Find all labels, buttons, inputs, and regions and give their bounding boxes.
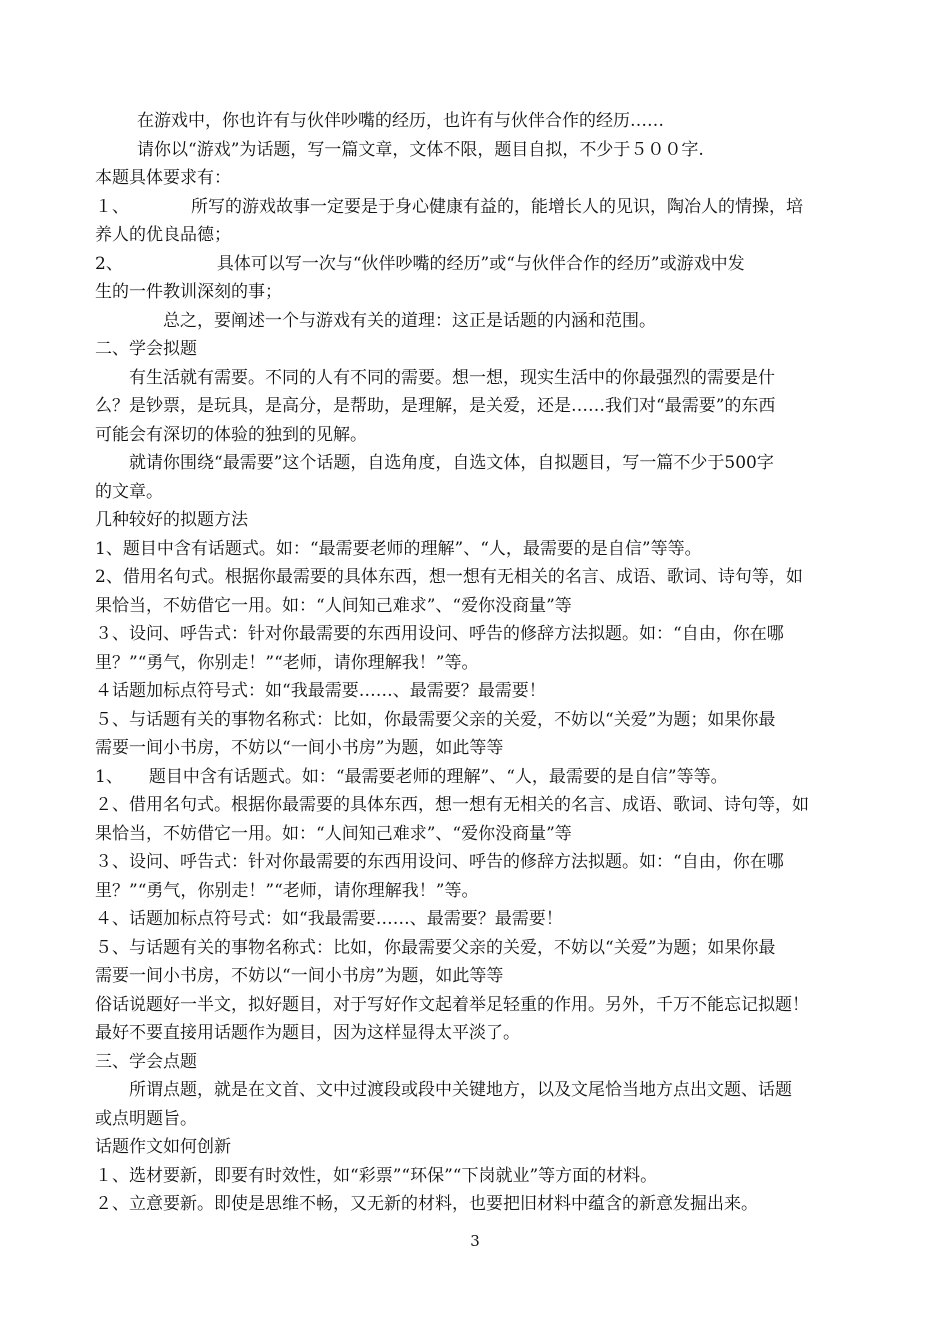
list-item: ５、与话题有关的事物名称式：比如，你最需要父亲的关爱，不妨以“关爱”为题；如果你最 — [95, 709, 776, 730]
list-item: ３、设问、呼告式：针对你最需要的东西用设问、呼告的修辞方法拟题。如：“自由，你在哪 — [95, 852, 784, 872]
paragraph-line: 果恰当，不妨借它一用。如：“人间知己难求”、“爱你没商量”等 — [95, 823, 572, 844]
paragraph-line: 本题具体要求有： — [95, 168, 231, 188]
paragraph-line: 里？”“勇气，你别走！”“老师，请你理解我！”等。 — [95, 652, 479, 673]
list-number: 1、 — [95, 766, 123, 787]
list-item — [95, 763, 865, 792]
list-item: 1、题目中含有话题式。如：“最需要老师的理解”、“人，最需要的是自信”等等。 — [95, 538, 702, 559]
paragraph-line: 可能会有深切的体验的独到的见解。 — [95, 424, 367, 445]
list-item: ３、设问、呼告式：针对你最需要的东西用设问、呼告的修辞方法拟题。如：“自由，你在哪 — [95, 624, 784, 644]
paragraph-line: 在游戏中，你也许有与伙伴吵嘴的经历，也许有与伙伴合作的经历…… — [137, 111, 664, 131]
section-heading: 二、学会拟题 — [95, 339, 197, 359]
paragraph-line: 需要一间小书房，不妨以“一间小书房”为题，如此等等 — [95, 966, 504, 986]
paragraph-line: 的文章。 — [95, 481, 163, 502]
paragraph-line: 请你以“游戏”为话题，写一篇文章，文体不限，题目自拟，不少于５００字. — [137, 139, 704, 160]
list-text: 所写的游戏故事一定要是于身心健康有益的，能增长人的见识，陶冶人的情操，培 — [191, 196, 803, 217]
paragraph-line: 就请你围绕“最需要”这个话题，自选角度，自选文体，自拟题目，写一篇不少于500字 — [129, 453, 774, 473]
paragraph-line: 俗话说题好一半文，拟好题目，对于写好作文起着举足轻重的作用。另外，千万不能忘记拟题！ — [95, 994, 809, 1015]
list-number: 2、 — [95, 253, 123, 274]
subsection-heading: 几种较好的拟题方法 — [95, 510, 248, 530]
section-heading: 三、学会点题 — [95, 1051, 197, 1072]
list-item: 2、借用名句式。根据你最需要的具体东西，想一想有无相关的名言、成语、歌词、诗句等，如 — [95, 567, 803, 587]
paragraph-line: 里？”“勇气，你别走！”“老师，请你理解我！”等。 — [95, 880, 479, 901]
list-number: １、 — [95, 196, 129, 217]
document-body — [95, 107, 865, 1219]
list-text: 具体可以写一次与“伙伴吵嘴的经历”或“与伙伴合作的经历”或游戏中发 — [216, 253, 745, 274]
paragraph-line: 需要一间小书房，不妨以“一间小书房”为题，如此等等 — [95, 738, 504, 758]
paragraph-line: 生的一件教训深刻的事； — [95, 282, 282, 302]
paragraph-line: 有生活就有需要。不同的人有不同的需要。想一想，现实生活中的你最强烈的需要是什 — [129, 367, 775, 388]
paragraph-line: 果恰当，不妨借它一用。如：“人间知己难求”、“爱你没商量”等 — [95, 595, 572, 616]
list-text: 题目中含有话题式。如：“最需要老师的理解”、“人，最需要的是自信”等等。 — [148, 766, 728, 787]
page-number: 3 — [470, 1232, 480, 1250]
list-item: ２、借用名句式。根据你最需要的具体东西，想一想有无相关的名言、成语、歌词、诗句等，如 — [95, 795, 809, 815]
list-item: ２、立意要新。即使是思维不畅，又无新的材料，也要把旧材料中蕴含的新意发掘出来。 — [95, 1194, 758, 1214]
paragraph-line: 么？是钞票，是玩具，是高分，是帮助，是理解，是关爱，还是……我们对“最需要”的东西 — [95, 396, 776, 416]
list-item: ４、话题加标点符号式：如“我最需要……、最需要？最需要！ — [95, 909, 563, 929]
paragraph-line: 所谓点题，就是在文首、文中过渡段或段中关键地方，以及文尾恰当地方点出文题、话题 — [129, 1080, 792, 1100]
paragraph-line: 养人的优良品德； — [95, 225, 231, 245]
paragraph-line: 或点明题旨。 — [95, 1108, 197, 1129]
paragraph-line: 总之，要阐述一个与游戏有关的道理：这正是话题的内涵和范围。 — [163, 310, 656, 331]
list-item: １、选材要新，即要有时效性，如“彩票”“环保”“下岗就业”等方面的材料。 — [95, 1165, 658, 1186]
list-item: ５、与话题有关的事物名称式：比如，你最需要父亲的关爱，不妨以“关爱”为题；如果你最 — [95, 937, 776, 958]
requirement-item-1 — [95, 193, 865, 222]
requirement-item-2 — [95, 250, 865, 279]
subsection-heading: 话题作文如何创新 — [95, 1137, 231, 1157]
paragraph-line: 最好不要直接用话题作为题目，因为这样显得太平淡了。 — [95, 1023, 520, 1043]
list-item: ４话题加标点符号式：如“我最需要……、最需要？最需要！ — [95, 681, 546, 701]
